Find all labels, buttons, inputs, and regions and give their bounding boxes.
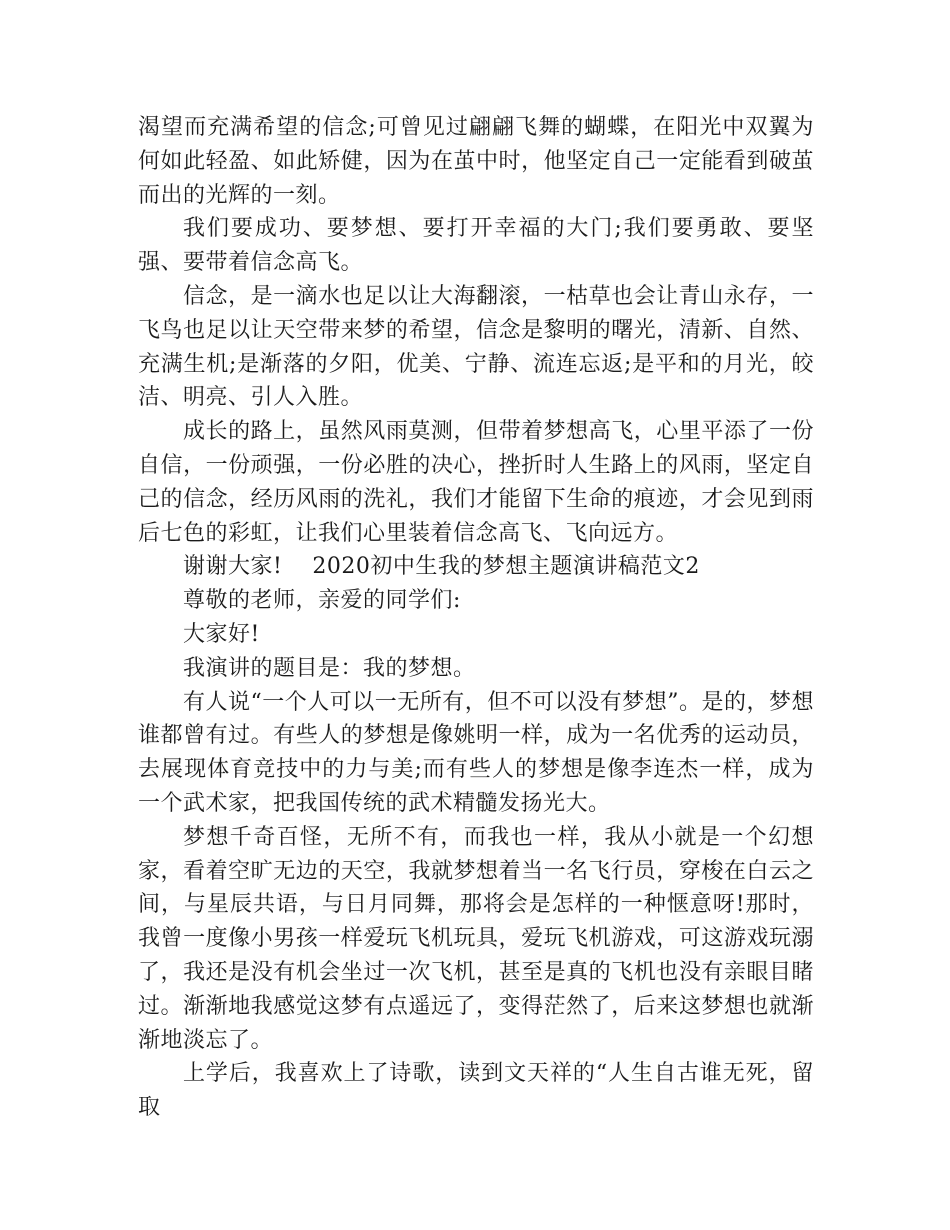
paragraph: 渴望而充满希望的信念;可曾见过翩翩飞舞的蝴蝶，在阳光中双翼为何如此轻盈、如此矫健，因为在茧中时，他坚定自己一定能看到破茧而出的光辉的一刻。: [138, 115, 814, 208]
paragraph: 梦想千奇百怪，无所不有，而我也一样，我从小就是一个幻想家，看着空旷无边的天空，我就梦想着当一名飞行员，穿梭在白云之间，与星辰共语，与日月同舞，那将会是怎样的一种惬意呀!那时，我曾一度像小男孩一样爱玩飞机玩具，爱玩飞机游戏，可这游戏玩溺了，我还是没有机会坐过一次飞机，甚至是真的飞机也没有亲眼目睹过。渐渐地我感觉这梦有点遥远了，变得茫然了，后来这梦想也就渐渐地淡忘了。: [138, 824, 814, 1053]
greeting: 大家好!: [183, 621, 260, 647]
section-title: 2020初中生我的梦想主题演讲稿范文2: [312, 554, 700, 580]
document-page: [138, 111, 814, 1125]
paragraph: 上学后，我喜欢上了诗歌，读到文天祥的“人生自古谁无死，留取: [138, 1061, 814, 1121]
speech-topic: 我演讲的题目是：我的梦想。: [183, 655, 476, 681]
paragraph: 成长的路上，虽然风雨莫测，但带着梦想高飞，心里平添了一份自信，一份顽强，一份必胜的决心，挫折时人生路上的风雨，坚定自己的信念，经历风雨的洗礼，我们才能留下生命的痕迹，才会见到雨后七色的彩虹，让我们心里装着信念高飞、飞向远方。: [138, 419, 814, 546]
paragraph: 信念，是一滴水也足以让大海翻滚，一枯草也会让青山永存，一飞鸟也足以让天空带来梦的希望，信念是黎明的曙光，清新、自然、充满生机;是渐落的夕阳，优美、宁静、流连忘返;是平和的月光，皎洁、明亮、引人入胜。: [138, 283, 814, 411]
thanks-text: 谢谢大家!: [183, 554, 283, 580]
salutation: 尊敬的老师，亲爱的同学们:: [183, 588, 461, 614]
paragraph: 有人说“一个人可以一无所有，但不可以没有梦想”。是的，梦想谁都曾有过。有些人的梦想是像姚明一样，成为一名优秀的运动员，去展现体育竞技中的力与美;而有些人的梦想是像李连杰一样，成为一个武术家，把我国传统的武术精髓发扬光大。: [138, 689, 814, 816]
paragraph: 我们要成功、要梦想、要打开幸福的大门;我们要勇敢、要坚强、要带着信念高飞。: [138, 216, 814, 276]
thanks-line: [138, 550, 814, 584]
